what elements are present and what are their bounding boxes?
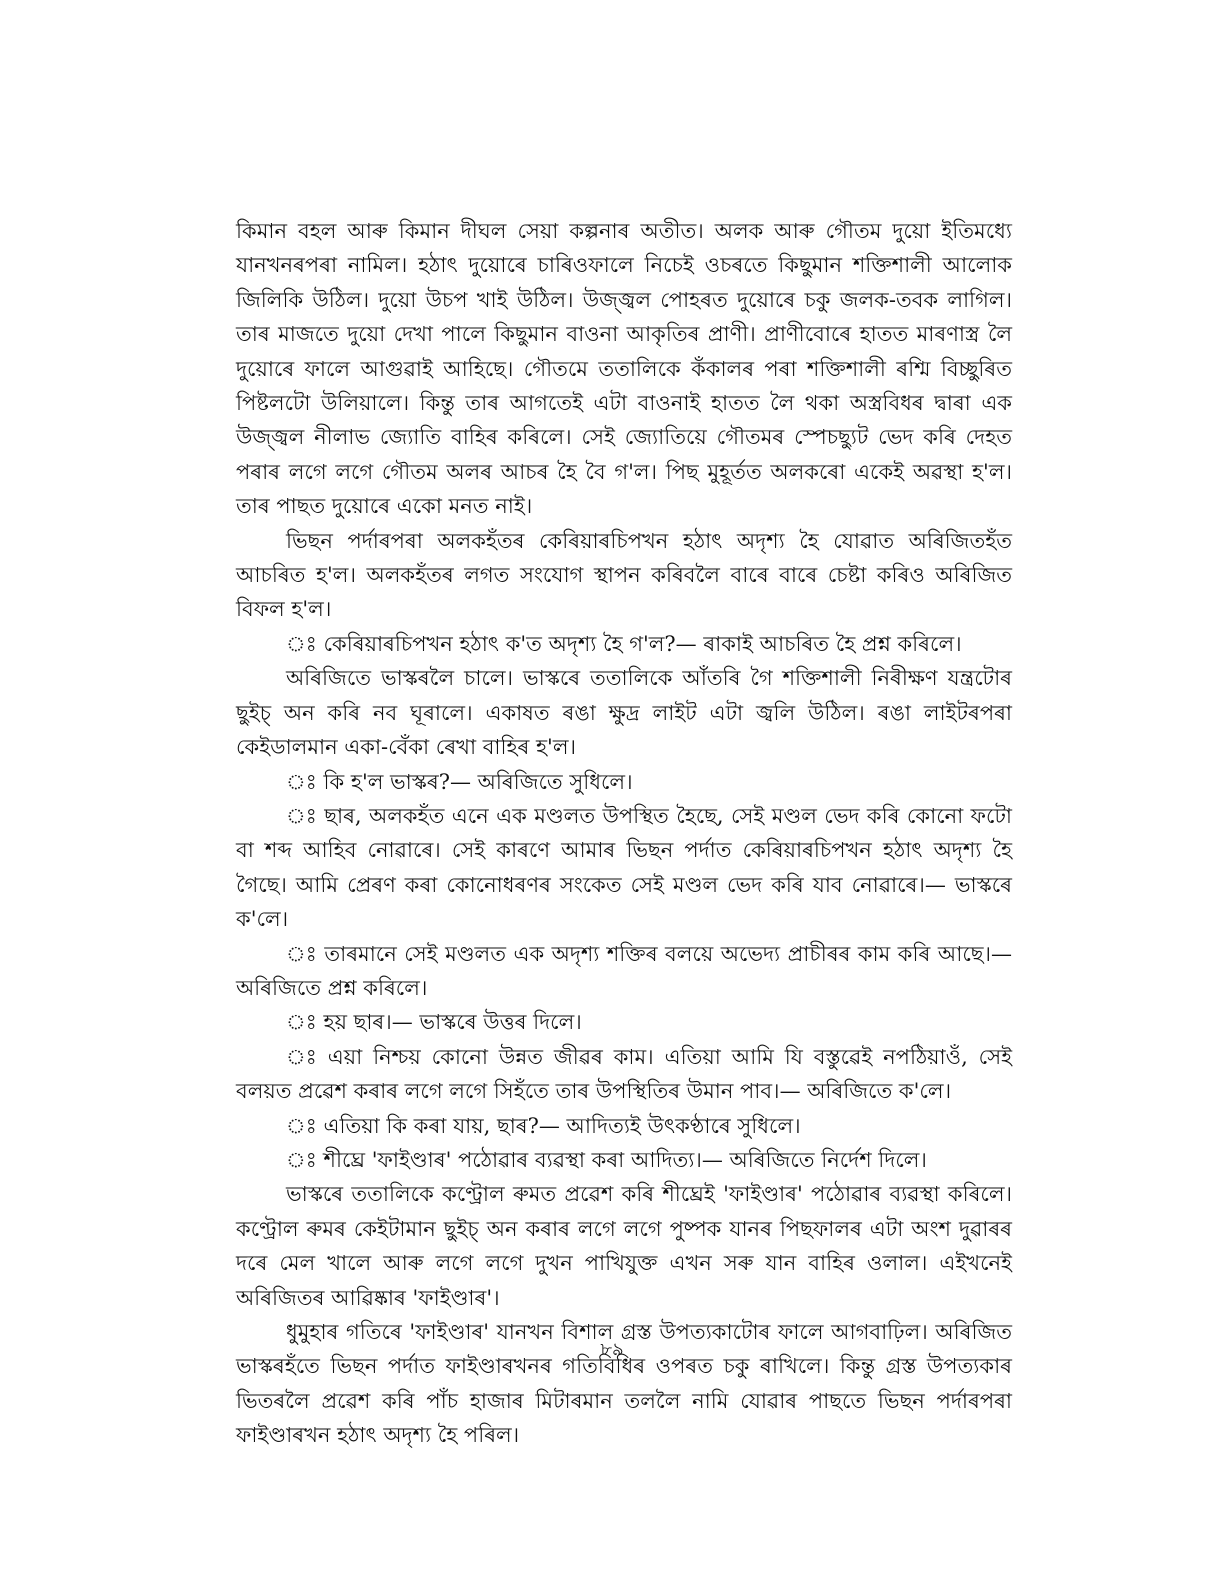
paragraph: ভিছন পৰ্দাৰপৰা অলকহঁতৰ কেৰিয়াৰচিপখন হঠাৎ অদৃশ্য হৈ যোৱাত অৰিজিতহঁত আচৰিত হ'ল। অলকহঁতৰ লগত সংযোগ স্থাপন কৰিবলৈ বাৰে বাৰে চেষ্টা কৰিও অৰিজিত বিফল হ'ল। <box>236 528 1012 622</box>
dialogue-paragraph: ঃ কেৰিয়াৰচিপখন হঠাৎ ক'ত অদৃশ্য হৈ গ'ল?— ৰাকাই আচৰিত হৈ প্ৰশ্ন কৰিলে। <box>286 631 962 656</box>
dialogue-paragraph: ঃ হয় ছাৰ।— ভাস্কৰে উত্তৰ দিলে। <box>286 1010 582 1035</box>
paragraph: কিমান বহল আৰু কিমান দীঘল সেয়া কল্পনাৰ অতীত। অলক আৰু গৌতম দুয়ো ইতিমধ্যে যানখনৰপৰা নামিল। হঠাৎ দুয়োৰে চাৰিওফালে নিচেই ওচৰতে কিছুমান শক্তিশালী আলোক জিলিকি উঠিল। দুয়ো উচপ খাই উঠিল। উজ্জ্বল পোহৰত দুয়োৰে চকু জলক-তবক লাগিল। তাৰ মাজতে দুয়ো দেখা পালে কিছুমান বাওনা আকৃতিৰ প্ৰাণী। প্ৰাণীবোৰে হাতত মাৰণাস্ত্ৰ লৈ দুয়োৰে ফালে আগুৱাই আহিছে। গৌতমে ততালিকে কঁকালৰ পৰা শক্তিশালী ৰশ্মি বিচ্ছুৰিত পিষ্টলটো উলিয়ালে। কিন্তু তাৰ আগতেই এটা বাওনাই হাতত লৈ থকা অস্ত্ৰবিধৰ দ্বাৰা এক উজ্জ্বল নীলাভ জ্যোতি বাহিৰ কৰিলে। সেই জ্যোতিয়ে গৌতমৰ স্পেচছ্যুট ভেদ কৰি দেহত পৰাৰ লগে লগে গৌতম অলৰ আচৰ হৈ বৈ গ'ল। পিছ মুহূৰ্তত অলকৰো একেই অৱস্থা হ'ল। তাৰ পাছত দুয়োৰে একো মনত নাই। <box>236 219 1012 519</box>
dialogue-paragraph: ঃ এয়া নিশ্চয় কোনো উন্নত জীৱৰ কাম। এতিয়া আমি যি বস্তুৱেই নপঠিয়াওঁ, সেই বলয়ত প্ৰৱেশ কৰাৰ লগে লগে সিহঁতে তাৰ উপস্থিতিৰ উমান পাব।— অৰিজিতে ক'লে। <box>236 1044 1012 1104</box>
dialogue-paragraph: ঃ ছাৰ, অলকহঁত এনে এক মণ্ডলত উপস্থিত হৈছে, সেই মণ্ডল ভেদ কৰি কোনো ফটো বা শব্দ আহিব নোৱাৰে। সেই কাৰণে আমাৰ ভিছন পৰ্দাত কেৰিয়াৰচিপখন হঠাৎ অদৃশ্য হৈ গৈছে। আমি প্ৰেৰণ কৰা কোনোধৰণৰ সংকেত সেই মণ্ডল ভেদ কৰি যাব নোৱাৰে।— ভাস্কৰে ক'লে। <box>236 803 1012 932</box>
dialogue-paragraph: ঃ শীঘ্ৰে 'ফাইণ্ডাৰ' পঠোৱাৰ ব্যৱস্থা কৰা আদিত্য।— অৰিজিতে নিৰ্দেশ দিলে। <box>286 1147 927 1172</box>
page-body <box>236 214 1012 1453</box>
paragraph: ভাস্কৰে ততালিকে কণ্ট্ৰোল ৰুমত প্ৰৱেশ কৰি শীঘ্ৰেই 'ফাইণ্ডাৰ' পঠোৱাৰ ব্যৱস্থা কৰিলে। কণ্ট্ৰোল ৰুমৰ কেইটামান ছুইচ্ অন কৰাৰ লগে লগে পুষ্পক যানৰ পিছফালৰ এটা অংশ দুৱাৰৰ দৰে মেল খালে আৰু লগে লগে দুখন পাখিযুক্ত এখন সৰু যান বাহিৰ ওলাল। এইখনেই অৰিজিতৰ আৱিষ্কাৰ 'ফাইণ্ডাৰ'। <box>236 1182 1012 1310</box>
dialogue-paragraph: ঃ এতিয়া কি কৰা যায়, ছাৰ?— আদিত্যই উৎকণ্ঠাৰে সুধিলে। <box>286 1113 801 1138</box>
dialogue-paragraph: ঃ তাৰমানে সেই মণ্ডলত এক অদৃশ্য শক্তিৰ বলয়ে অভেদ্য প্ৰাচীৰৰ কাম কৰি আছে।— অৰিজিতে প্ৰশ্ন কৰিলে। <box>236 941 1012 1000</box>
paragraph: ধুমুহাৰ গতিৰে 'ফাইণ্ডাৰ' যানখন বিশাল গ্ৰস্ত উপত্যকাটোৰ ফালে আগবাঢ়িল। অৰিজিত ভাস্কৰহঁতে ভিছন পৰ্দাত ফাইণ্ডাৰখনৰ গতিবিধিৰ ওপৰত চকু ৰাখিলে। কিন্তু গ্ৰস্ত উপত্যকাৰ ভিতৰলৈ প্ৰৱেশ কৰি পাঁচ হাজাৰ মিটাৰমান তললৈ নামি যোৱাৰ পাছতে ভিছন পৰ্দাৰপৰা ফাইণ্ডাৰখন হঠাৎ অদৃশ্য হৈ পৰিল। <box>236 1320 1012 1448</box>
paragraph: অৰিজিতে ভাস্কৰলৈ চালে। ভাস্কৰে ততালিকে আঁতৰি গৈ শক্তিশালী নিৰীক্ষণ যন্ত্ৰটোৰ ছুইচ্ অন কৰি নব ঘূৰালে। একাষত ৰঙা ক্ষুদ্ৰ লাইট এটা জ্বলি উঠিল। ৰঙা লাইটৰপৰা কেইডালমান একা-বেঁকা ৰেখা বাহিৰ হ'ল। <box>236 666 1012 760</box>
dialogue-paragraph: ঃ কি হ'ল ভাস্কৰ?— অৰিজিতে সুধিলে। <box>286 769 633 794</box>
page-number: ৮৯ <box>600 1339 624 1360</box>
